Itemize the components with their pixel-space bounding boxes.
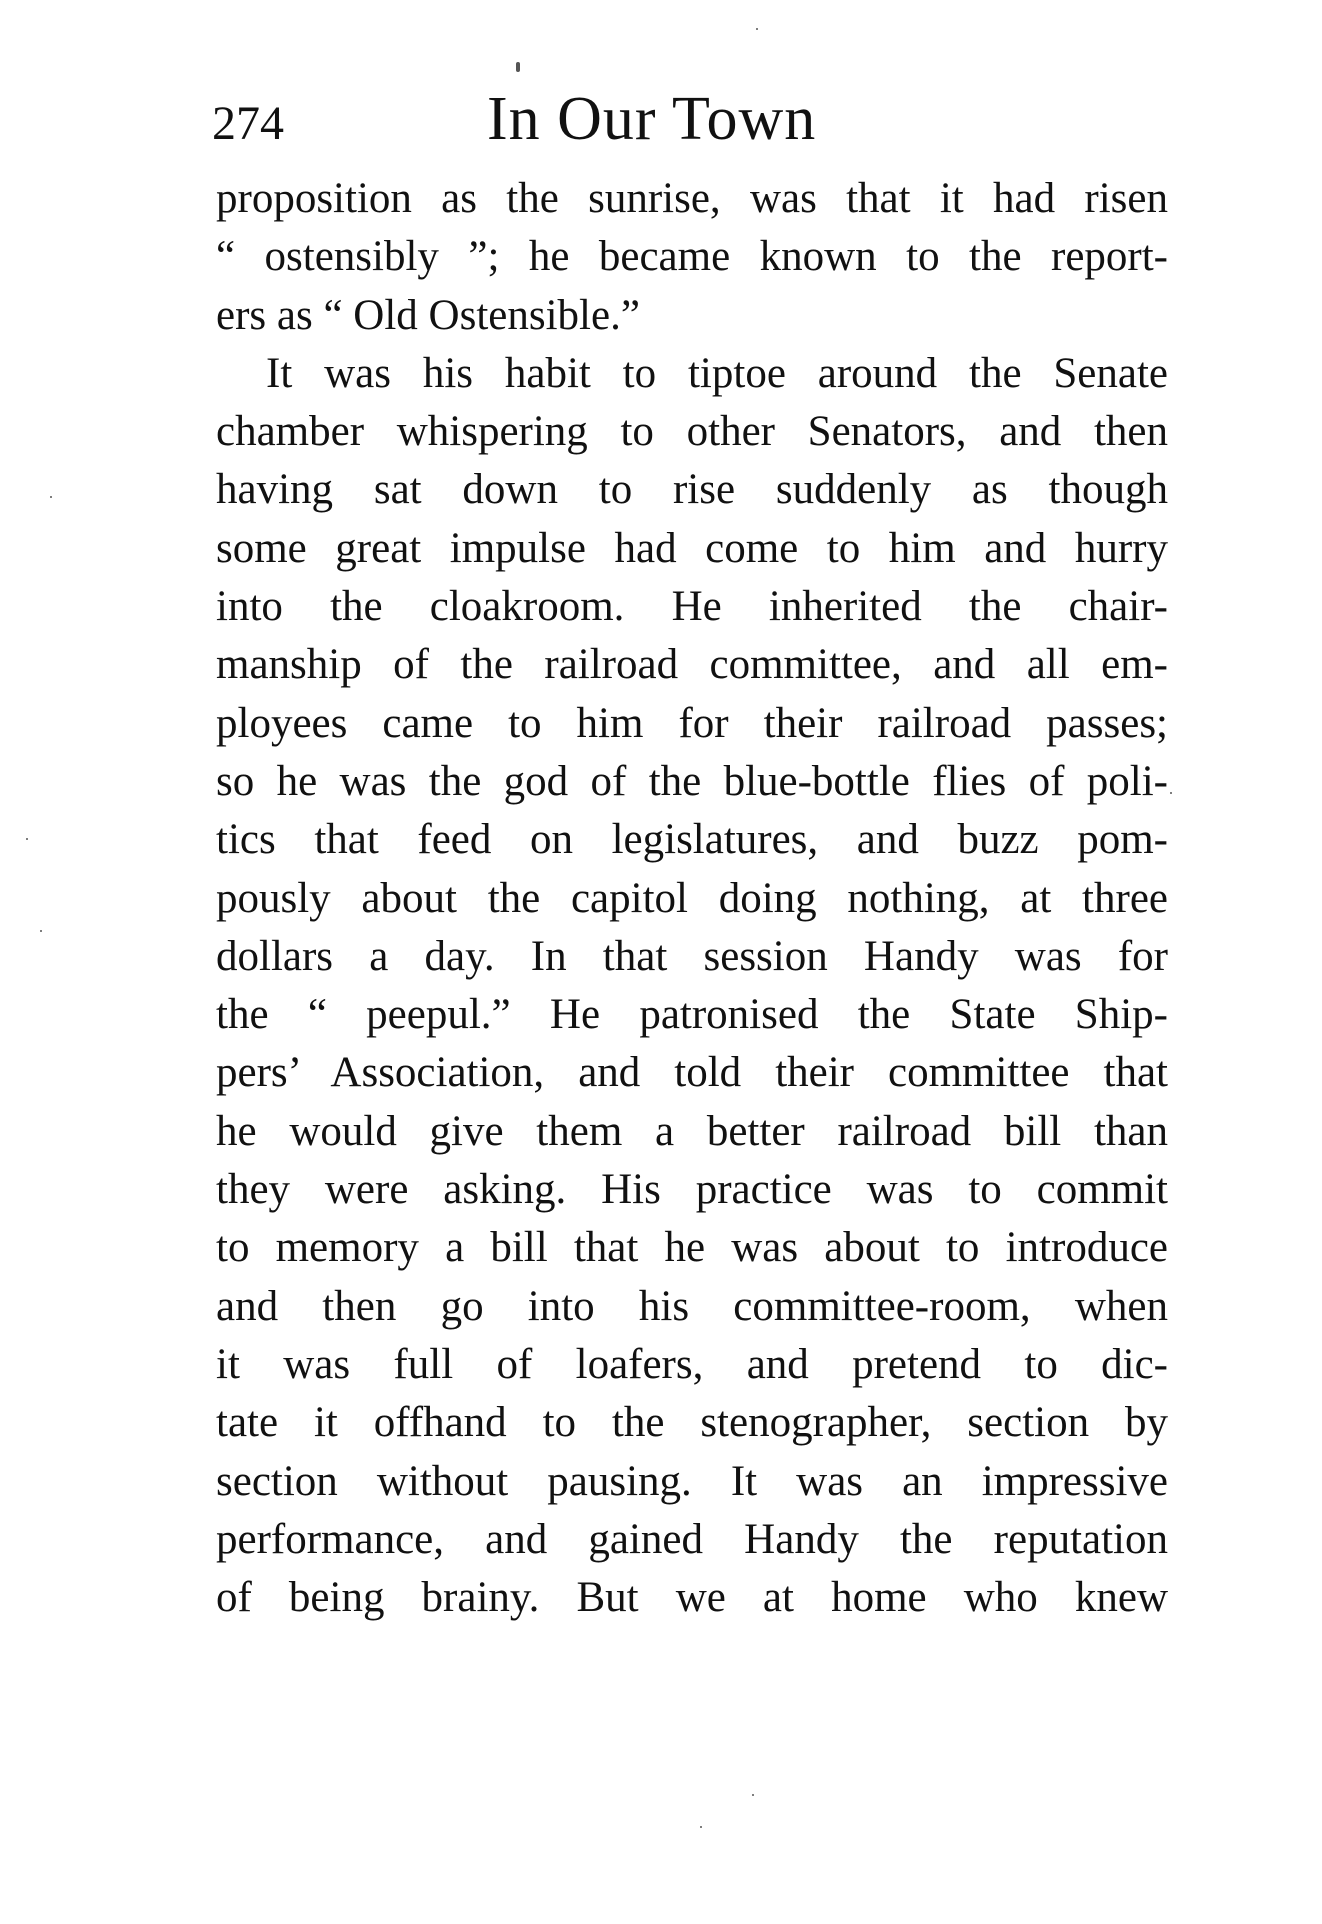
text-line: of being brainy. But we at home who knew xyxy=(216,1574,1168,1622)
text-line: pers’ Association, and told their committee that xyxy=(216,1049,1168,1097)
scan-speck xyxy=(756,28,758,30)
text-line: ployees came to him for their railroad passes; xyxy=(216,699,1168,747)
text-line: to memory a bill that he was about to introduce xyxy=(216,1224,1168,1272)
text-line: they were asking. His practice was to commit xyxy=(216,1166,1168,1214)
text-line: pously about the capitol doing nothing, at three xyxy=(216,874,1168,922)
text-line: so he was the god of the blue-bottle flies of poli- xyxy=(216,757,1168,805)
text-line: manship of the railroad committee, and all em- xyxy=(216,641,1168,689)
scan-speck xyxy=(40,930,42,932)
scan-speck xyxy=(752,1794,754,1796)
text-line: he would give them a better railroad bill than xyxy=(216,1107,1168,1155)
text-line: the “ peepul.” He patronised the State Ship- xyxy=(216,991,1168,1039)
scan-speck xyxy=(26,838,28,840)
page-header xyxy=(212,85,1172,158)
running-title: In Our Town xyxy=(487,85,817,153)
scan-speck xyxy=(1170,792,1172,794)
scan-speck xyxy=(700,1826,702,1828)
text-line: and then go into his committee-room, when xyxy=(216,1282,1168,1330)
text-line: proposition as the sunrise, was that it had risen xyxy=(216,175,1168,222)
text-line: dollars a day. In that session Handy was for xyxy=(216,932,1168,980)
text-line: into the cloakroom. He inherited the chair- xyxy=(216,583,1168,631)
text-line: tics that feed on legislatures, and buzz pom- xyxy=(216,816,1168,864)
body-text xyxy=(216,170,1168,1627)
text-line: having sat down to rise suddenly as though xyxy=(216,466,1168,514)
text-line: “ ostensibly ”; he became known to the report- xyxy=(216,233,1168,281)
text-line: some great impulse had come to him and hurry xyxy=(216,524,1168,572)
text-line: performance, and gained Handy the reputation xyxy=(216,1515,1168,1563)
text-line: tate it offhand to the stenographer, section by xyxy=(216,1399,1168,1447)
text-line: chamber whispering to other Senators, and then xyxy=(216,408,1168,456)
scan-speck xyxy=(516,62,520,72)
scan-speck xyxy=(50,496,52,498)
page-number: 274 xyxy=(212,97,284,150)
text-line: it was full of loafers, and pretend to dic- xyxy=(216,1340,1168,1388)
text-line: ers as “ Old Ostensible.” xyxy=(216,291,640,339)
text-line: section without pausing. It was an impressive xyxy=(216,1457,1168,1505)
paragraph-first-line: It was his habit to tiptoe around the Senate xyxy=(266,349,1168,397)
